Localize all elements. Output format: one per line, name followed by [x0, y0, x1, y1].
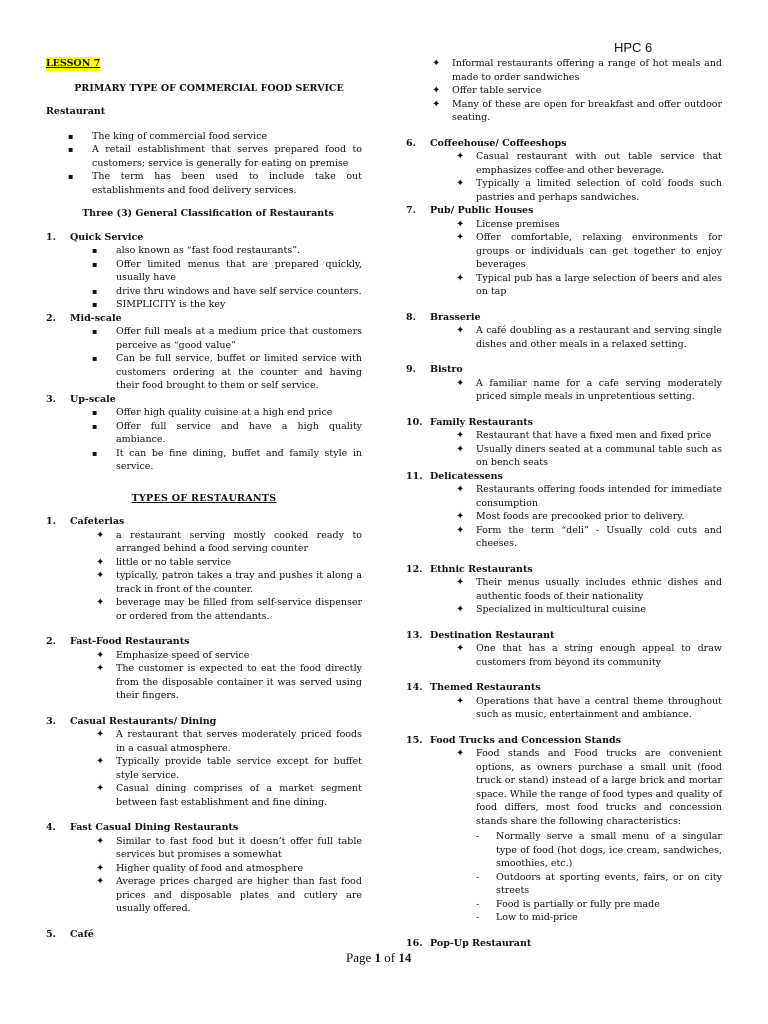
section-title: Destination Restaurant: [430, 629, 555, 641]
list-item: ▪ drive thru windows and have self service counters.: [92, 285, 362, 297]
square-bullet-icon: ▪: [92, 354, 98, 363]
list-item: ✦ Operations that have a central theme throughout such as music, entertainment and ambiance.: [456, 695, 722, 720]
section-title: Family Restaurants: [430, 416, 534, 428]
list-item: ▪ Can be full service, buffet or limited service with customers ordering at the counter and having their food brought to them or self service.: [92, 353, 362, 391]
list-item: - Food is partially or fully pre made: [476, 898, 660, 910]
list-item: ▪ SIMPLICITY is the key: [92, 299, 226, 310]
list-item: ✦ Offer comfortable, relaxing environments for groups or individuals can get together to enjoy beverages: [456, 232, 722, 270]
list-item: ✦ Specialized in multicultural cuisine: [456, 604, 647, 615]
list-item: ▪ Offer high quality cuisine at a high end price: [92, 407, 333, 418]
section-items: [70, 244, 362, 312]
plus-bullet-icon: ✦: [96, 570, 105, 581]
type-section: 14. Themed Restaurants ✦ Operations that have a central theme throughout such as music, entertainment and ambiance.: [406, 682, 722, 720]
type-section: 3. Casual Restaurants/ Dining ✦ A restaurant that serves moderately priced foods in a casual atmosphere. ✦ Typically provide table service except for buffet style service. ✦ Casual dining comprises of a market segment between fast establishment and fine dining.: [46, 715, 362, 808]
list-item: ▪ A retail establishment that serves prepared food to customers; service is generally for eating on premise: [68, 144, 362, 169]
type-section: 13. Destination Restaurant ✦ One that has a string enough appeal to draw customers from beyond its community: [406, 629, 722, 668]
list-item: ✦ typically, patron takes a tray and pushes it along a track in front of the counter.: [96, 570, 362, 595]
list-item: ✦ Form the term “deli” - Usually cold cuts and cheeses.: [456, 524, 722, 549]
sub-items: [430, 830, 722, 925]
classification-section: 3. Up-scale ▪ Offer high quality cuisine at a high end price ▪ Offer full service and have a high quality ambiance. ▪ It can be fine dining, buffet and family style in service.: [46, 393, 362, 472]
section-title: Coffeehouse/ Coffeeshops: [430, 137, 567, 149]
type-section: 10. Family Restaurants ✦ Restaurant that have a fixed men and fixed price ✦ Usually diners seated at a communal table such as on bench seats: [406, 416, 722, 468]
list-item: ▪ The term has been used to include take out establishments and food delivery services.: [68, 171, 362, 196]
plus-bullet-icon: ✦: [456, 695, 465, 707]
header-code: HPC 6: [614, 40, 653, 55]
section-items: [70, 728, 362, 809]
section-title: Café: [70, 928, 94, 940]
list-item: ✦ Restaurant that have a fixed men and fixed price: [456, 430, 712, 441]
section-items: [430, 218, 722, 299]
list-item: ✦ Food stands and Food trucks are convenient options, as owners purchase a small unit (food truck or stand) instead of a large brick and mortar space. While the range of food types and quality of food differs, most food trucks and concession stands share the following characteristics:: [456, 748, 722, 827]
list-item: ✦ A café doubling as a restaurant and serving single dishes and other meals in a relaxed setting.: [456, 325, 722, 350]
plus-bullet-icon: ✦: [456, 484, 465, 495]
plus-bullet-icon: ✦: [456, 272, 465, 284]
list-item: ✦ Similar to fast food but it doesn’t offer full table services but promises a somewhat: [96, 835, 362, 860]
section-items: [70, 406, 362, 474]
square-bullet-icon: ▪: [92, 286, 98, 296]
list-item: ✦ Usually diners seated at a communal table such as on bench seats: [456, 443, 722, 468]
plus-bullet-icon: ✦: [96, 597, 105, 608]
page-number: Page 1 of 14: [346, 950, 412, 965]
type-section: 4. Fast Casual Dining Restaurants ✦ Similar to fast food but it doesn’t offer full table services but promises a somewhat ✦ Higher quality of food and atmosphere ✦ Average prices charged are higher than fast food prices and disposable plates and cutlery are usually offered.: [46, 822, 362, 914]
square-bullet-icon: ▪: [92, 421, 98, 431]
plus-bullet-icon: ✦: [456, 430, 465, 441]
plus-bullet-icon: ✦: [432, 85, 441, 96]
type-section: 6. Coffeehouse/ Coffeeshops ✦ Casual restaurant with out table service that emphasizes coffee and other beverage. ✦ Typically a limited selection of cold foods such pastries and perhaps sandwiches.: [406, 137, 722, 203]
list-item: ▪ It can be fine dining, buffet and family style in service.: [92, 447, 362, 472]
plus-bullet-icon: ✦: [456, 577, 465, 588]
dash-bullet-icon: -: [476, 912, 480, 923]
square-bullet-icon: ▪: [92, 300, 98, 309]
section-items: [70, 649, 362, 703]
list-item: ✦ Restaurants offering foods intended for immediate consumption: [456, 484, 722, 509]
square-bullet-icon: ▪: [92, 327, 98, 336]
list-item: ✦ Higher quality of food and atmosphere: [96, 862, 304, 874]
list-item: ✦ Most foods are precooked prior to delivery.: [456, 511, 685, 522]
type-section: 8. Brasserie ✦ A café doubling as a restaurant and serving single dishes and other meals in a relaxed setting.: [406, 311, 722, 350]
section-title: Fast-Food Restaurants: [70, 636, 190, 647]
section-title: Food Trucks and Concession Stands: [430, 734, 621, 746]
list-item: ▪ also known as “fast food restaurants”.: [92, 245, 301, 256]
list-item: ▪ Offer full meals at a medium price that customers perceive as “good value”: [92, 326, 362, 351]
section-items: [70, 835, 362, 916]
list-item: ✦ Typical pub has a large selection of beers and ales on tap: [456, 272, 722, 297]
list-item: ✦ Many of these are open for breakfast and offer outdoor seating.: [432, 98, 722, 123]
section-title: Pub/ Public Houses: [430, 205, 534, 216]
plus-bullet-icon: ✦: [432, 58, 441, 69]
square-bullet-icon: ▪: [92, 259, 98, 269]
type-section: 5. Café: [46, 928, 362, 942]
list-item: ✦ Informal restaurants offering a range of hot meals and made to order sandwiches: [432, 58, 722, 83]
plus-bullet-icon: ✦: [96, 556, 105, 568]
plus-bullet-icon: ✦: [96, 783, 105, 794]
plus-bullet-icon: ✦: [456, 232, 465, 243]
dash-bullet-icon: -: [476, 831, 480, 842]
section-items: [430, 150, 722, 204]
cafe-continued-items: [406, 57, 722, 125]
section-title: Up-scale: [70, 393, 116, 405]
plus-bullet-icon: ✦: [96, 862, 105, 874]
list-item: ✦ Their menus usually includes ethnic dishes and authentic foods of their nationality: [456, 577, 722, 602]
classification-section: 1. Quick Service ▪ also known as “fast food restaurants”. ▪ Offer limited menus that are prepared quickly, usually have ▪ drive thru windows and have self service counters. ▪ SIMPLICITY is the key: [46, 231, 362, 310]
list-item: ✦ Offer table service: [432, 85, 542, 96]
square-bullet-icon: ▪: [68, 131, 74, 141]
plus-bullet-icon: ✦: [96, 729, 105, 740]
square-bullet-icon: ▪: [68, 172, 74, 181]
section-items: [430, 747, 722, 828]
list-item: ✦ Typically a limited selection of cold foods such pastries and perhaps sandwiches.: [456, 178, 722, 203]
section-items: [430, 695, 722, 722]
primary-title: PRIMARY TYPE OF COMMERCIAL FOOD SERVICE: [74, 82, 344, 94]
plus-bullet-icon: ✦: [96, 649, 105, 661]
plus-bullet-icon: ✦: [456, 178, 465, 189]
plus-bullet-icon: ✦: [456, 604, 465, 615]
square-bullet-icon: ▪: [68, 145, 74, 154]
section-title: Casual Restaurants/ Dining: [70, 715, 217, 727]
plus-bullet-icon: ✦: [456, 511, 465, 522]
dash-bullet-icon: -: [476, 898, 480, 910]
right-column: [406, 57, 722, 950]
list-item: ✦ Casual dining comprises of a market segment between fast establishment and fine dining.: [96, 783, 362, 808]
plus-bullet-icon: ✦: [456, 325, 465, 336]
section-title: Mid-scale: [70, 312, 122, 324]
plus-bullet-icon: ✦: [456, 643, 465, 654]
section-items: [430, 324, 722, 351]
type-section: 1. Cafeterias ✦ a restaurant serving mostly cooked ready to arranged behind a food serving counter ✦ little or no table service ✦ typically, patron takes a tray and pushes it along a track in front of the counter. ✦ beverage may be filled from self-service dispenser or ordered from the attendants.: [46, 516, 362, 622]
list-item: ▪ The king of commercial food service: [68, 130, 268, 142]
plus-bullet-icon: ✦: [96, 876, 105, 887]
list-item: ▪ Offer full service and have a high quality ambiance.: [92, 420, 362, 445]
square-bullet-icon: ▪: [92, 246, 98, 255]
list-item: ✦ License premises: [456, 218, 560, 230]
plus-bullet-icon: ✦: [96, 663, 105, 674]
section-items: [430, 483, 722, 551]
section-title: Cafeterias: [70, 516, 125, 527]
list-item: ▪ Offer limited menus that are prepared quickly, usually have: [92, 258, 362, 283]
dash-bullet-icon: -: [476, 871, 480, 883]
plus-bullet-icon: ✦: [456, 377, 465, 389]
section-items: [430, 642, 722, 669]
left-column: [46, 57, 362, 941]
plus-bullet-icon: ✦: [96, 756, 105, 767]
lesson-label: LESSON 7: [46, 58, 101, 69]
type-section: 16. Pop-Up Restaurant: [406, 937, 722, 951]
list-item: ✦ The customer is expected to eat the food directly from the disposable container it was served using their fingers.: [96, 663, 362, 701]
section-title: Themed Restaurants: [430, 682, 541, 693]
plus-bullet-icon: ✦: [96, 529, 105, 541]
section-title: Pop-Up Restaurant: [430, 937, 532, 949]
type-section: 2. Fast-Food Restaurants ✦ Emphasize speed of service ✦ The customer is expected to eat the food directly from the disposable container it was served using their fingers.: [46, 636, 362, 701]
section-items: [70, 529, 362, 624]
restaurant-points: [46, 130, 362, 198]
list-item: - Normally serve a small menu of a singular type of food (hot dogs, ice cream, sandwiches, smoothies, etc.): [476, 831, 722, 869]
section-items: [70, 325, 362, 393]
section-title: Brasserie: [430, 311, 481, 323]
list-item: - Outdoors at sporting events, fairs, or on city streets: [476, 871, 722, 896]
list-item: ✦ Average prices charged are higher than fast food prices and disposable plates and cutlery are usually offered.: [96, 876, 362, 914]
section-items: [430, 576, 722, 617]
type-section: 9. Bistro ✦ A familiar name for a cafe serving moderately priced simple meals in unpretentious setting.: [406, 364, 722, 402]
square-bullet-icon: ▪: [92, 408, 98, 417]
section-title: Delicatessens: [430, 470, 503, 482]
plus-bullet-icon: ✦: [456, 443, 465, 455]
list-item: ✦ little or no table service: [96, 556, 232, 568]
list-item: ✦ One that has a string enough appeal to draw customers from beyond its community: [456, 643, 722, 668]
section-title: Quick Service: [70, 231, 144, 243]
type-section: 11. Delicatessens ✦ Restaurants offering foods intended for immediate consumption ✦ Most foods are precooked prior to delivery. ✦ Form the term “deli” - Usually cold cuts and cheeses.: [406, 470, 722, 549]
classification-section: 2. Mid-scale ▪ Offer full meals at a medium price that customers perceive as “good value” ▪ Can be full service, buffet or limited service with customers ordering at the counter and having their food brought to them or self service.: [46, 312, 362, 391]
plus-bullet-icon: ✦: [456, 748, 465, 759]
types-title: TYPES OF RESTAURANTS: [131, 492, 277, 504]
list-item: ✦ Typically provide table service except for buffet style service.: [96, 756, 362, 781]
section-title: Fast Casual Dining Restaurants: [70, 822, 239, 833]
list-item: ✦ Emphasize speed of service: [96, 649, 250, 661]
type-section: 7. Pub/ Public Houses ✦ License premises ✦ Offer comfortable, relaxing environments for groups or individuals can get together to enjoy beverages ✦ Typical pub has a large selection of beers and ales on tap: [406, 205, 722, 297]
section-title: Bistro: [430, 364, 463, 375]
list-item: ✦ a restaurant serving mostly cooked ready to arranged behind a food serving counter: [96, 529, 362, 554]
section-items: [430, 377, 722, 404]
restaurant-heading: Restaurant: [46, 106, 106, 117]
type-section: 15. Food Trucks and Concession Stands ✦ Food stands and Food trucks are convenient options, as owners purchase a small unit (food truck or stand) instead of a large brick and mortar space. While the range of food types and quality of food differs, most food trucks and concession stands share the following characteristics: - Normally serve a small menu of a singular type of food (hot dogs, ice cream, sandwiches, smoothies, etc.) - Outdoors at sporting events, fairs, or on city streets - Food is partially or fully pre made - Low to mid-price: [406, 734, 722, 923]
square-bullet-icon: ▪: [92, 448, 98, 458]
plus-bullet-icon: ✦: [456, 218, 465, 230]
list-item: ✦ beverage may be filled from self-service dispenser or ordered from the attendants.: [96, 597, 362, 622]
plus-bullet-icon: ✦: [96, 835, 105, 847]
type-section: 12. Ethnic Restaurants ✦ Their menus usually includes ethnic dishes and authentic foods of their nationality ✦ Specialized in multicultural cuisine: [406, 563, 722, 615]
list-item: ✦ Casual restaurant with out table service that emphasizes coffee and other beverage.: [456, 151, 722, 176]
list-item: ✦ A restaurant that serves moderately priced foods in a casual atmosphere.: [96, 729, 362, 754]
section-items: [430, 429, 722, 470]
plus-bullet-icon: ✦: [456, 151, 465, 162]
list-item: - Low to mid-price: [476, 912, 578, 923]
classification-title: Three (3) General Classification of Restaurants: [82, 208, 334, 219]
list-item: ✦ A familiar name for a cafe serving moderately priced simple meals in unpretentious setting.: [456, 377, 722, 402]
plus-bullet-icon: ✦: [432, 98, 441, 110]
section-title: Ethnic Restaurants: [430, 563, 533, 575]
plus-bullet-icon: ✦: [456, 524, 465, 536]
